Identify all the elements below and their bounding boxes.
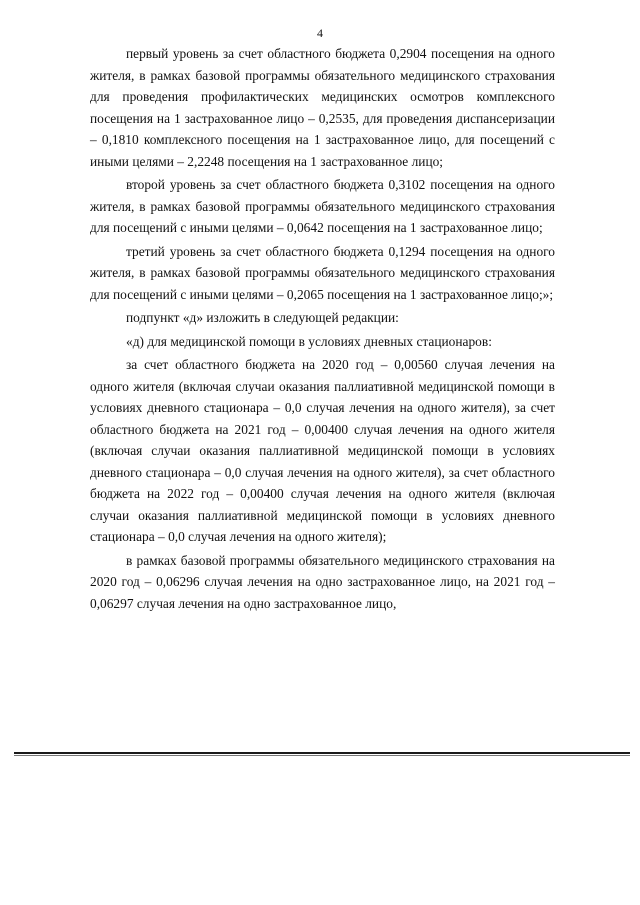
page-number: 4 [317,26,323,40]
paragraph-third-level: третий уровень за счет областного бюджета 0,1294 посещения на одного жителя, в рамках базовой программы обязательного медицинского страхования для посещений с иными целями – 0,2065 посещения на 1 застрахованное лицо;»; [90,243,555,302]
document-body [90,43,555,614]
paragraph-second-level: второй уровень за счет областного бюджета 0,3102 посещения на одного жителя, в рамках базовой программы обязательного медицинского страхования для посещений с иными целями – 0,0642 посещения на 1 застрахованное лицо; [90,177,555,235]
paragraph-subitem-d-heading: «д) для медицинской помощи в условиях дневных стационаров: [126,333,492,349]
footer-divider-shadow [14,755,630,756]
footer-divider [14,752,630,754]
paragraph-regional-budget: за счет областного бюджета на 2020 год – 0,00560 случая лечения на одного жителя (включая случаи оказания паллиативной медицинской помощи в условиях дневного стационара – 0,0 случая лечения на одного жителя), за счет областного бюджета на 2021 год – 0,00400 случая лечения на одного жителя (включая случаи оказания паллиативной медицинской помощи в условиях дневного стационара – 0,0 случая лечения на одного жителя), за счет областного бюджета на 2022 год – 0,00400 случая лечения на одного жителя (включая случаи оказания паллиативной медицинской помощи в условиях дневного стационара – 0,0 случая лечения на одного жителя); [90,357,555,544]
paragraph-first-level: первый уровень за счет областного бюджета 0,2904 посещения на одного жителя, в рамках базовой программы обязательного медицинского страхования для проведения профилактических медицинских осмотров комплексного посещения на 1 застрахованное лицо – 0,2535, для проведения диспансеризации – 0,1810 комплексного посещения на 1 застрахованное лицо, для посещений с иными целями – 2,2248 посещения на 1 застрахованное лицо; [90,46,555,169]
paragraph-subitem-d-instruction: подпункт «д» изложить в следующей редакции: [126,310,399,325]
paragraph-basic-program: в рамках базовой программы обязательного медицинского страхования на 2020 год – 0,06296 случая лечения на одно застрахованное лицо, на 2021 год – 0,06297 случая лечения на одно застрахованное лицо, [90,552,555,611]
